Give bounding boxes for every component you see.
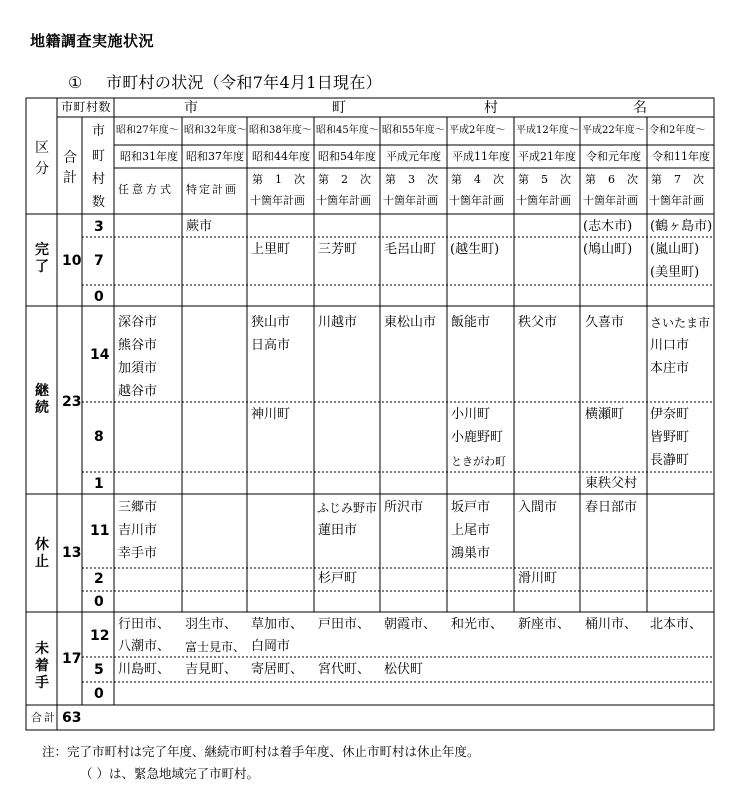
header-char-machi: 町 bbox=[332, 100, 346, 116]
row-count: 14 bbox=[90, 347, 110, 363]
municipality-cell: 所沢市 bbox=[384, 500, 424, 515]
plan-name: 第5次 bbox=[518, 173, 583, 186]
section-number: ① bbox=[68, 73, 83, 92]
subtitle-text: 市町村の状況（令和7年4月1日現在） bbox=[106, 73, 382, 92]
municipality-cell: 飯能市 bbox=[451, 315, 491, 330]
municipality-cell: 深谷市 bbox=[118, 315, 158, 330]
row-count: 8 bbox=[94, 429, 104, 445]
municipality-cell: 加須市 bbox=[118, 361, 158, 376]
header-char-shi: 市 bbox=[184, 100, 198, 116]
municipality-cell: 東松山市 bbox=[384, 315, 437, 330]
municipality-cell: 幸手市 bbox=[118, 546, 158, 561]
municipality-cell: 羽生市、 bbox=[185, 617, 238, 632]
municipality-cell: 上尾市 bbox=[451, 523, 491, 538]
municipality-cell: 伊奈町 bbox=[650, 407, 690, 422]
row-count: 3 bbox=[94, 219, 104, 235]
row-count: 7 bbox=[94, 253, 104, 269]
municipality-cell: 宮代町、 bbox=[318, 662, 371, 677]
period-from: 昭和32年度～ bbox=[184, 125, 247, 136]
municipality-cell: (鶴ヶ島市) bbox=[650, 219, 713, 234]
period-from: 平成12年度～ bbox=[516, 125, 579, 136]
count-label: 市町村数 bbox=[61, 100, 112, 114]
page-title: 地籍調査実施状況 bbox=[30, 32, 155, 50]
row-count: 11 bbox=[90, 523, 110, 539]
plan-decade: 十箇年計画 bbox=[316, 194, 371, 207]
period-from: 昭和38年度～ bbox=[249, 125, 312, 136]
plan-name: 第1次 bbox=[252, 173, 317, 186]
period-to: 平成11年度 bbox=[452, 150, 510, 163]
municipality-cell: 八潮市、 bbox=[118, 639, 171, 654]
section-label-kanryo: 完了 bbox=[35, 242, 49, 275]
municipality-cell: 戸田市、 bbox=[318, 617, 371, 632]
row-count: 1 bbox=[94, 476, 104, 492]
municipality-cell: 狭山市 bbox=[251, 315, 291, 330]
municipality-cell: 熊谷市 bbox=[118, 338, 158, 353]
plan-name: 任意方式 bbox=[118, 183, 174, 196]
period-to: 昭和37年度 bbox=[186, 150, 244, 163]
row-count: 2 bbox=[94, 571, 104, 587]
municipality-cell: 久喜市 bbox=[585, 315, 625, 330]
grand-total-value: 63 bbox=[62, 710, 82, 726]
municipality-cell: 越谷市 bbox=[118, 384, 158, 399]
row-count: 0 bbox=[94, 289, 104, 305]
period-from: 昭和55年度～ bbox=[382, 125, 445, 136]
municipality-cell: (鳩山町) bbox=[583, 242, 633, 257]
section-label-kyushi: 休止 bbox=[35, 537, 49, 570]
municipality-cell: さいたま市 bbox=[650, 316, 711, 330]
plan-name: 第3次 bbox=[385, 173, 450, 186]
row-count: 12 bbox=[90, 628, 110, 644]
municipality-cell: 川島町、 bbox=[118, 662, 171, 677]
period-from: 令和2年度～ bbox=[649, 125, 706, 136]
plan-decade: 十箇年計画 bbox=[583, 194, 638, 207]
plan-decade: 十箇年計画 bbox=[250, 194, 305, 207]
footnote-2: （ ）は、緊急地域完了市町村。 bbox=[80, 766, 259, 781]
municipality-cell: 蕨市 bbox=[186, 219, 213, 234]
municipality-cell: ときがわ町 bbox=[451, 455, 506, 468]
category-char-2: 分 bbox=[35, 161, 49, 177]
city-count-char-4: 数 bbox=[92, 195, 106, 210]
plan-decade: 十箇年計画 bbox=[449, 194, 504, 207]
section-total: 10 bbox=[62, 253, 82, 269]
municipality-cell: 毛呂山町 bbox=[384, 242, 437, 257]
row-count: 5 bbox=[94, 662, 104, 678]
header-char-mei: 名 bbox=[633, 100, 647, 116]
section-total: 23 bbox=[62, 394, 82, 410]
header-char-mura: 村 bbox=[484, 100, 498, 116]
municipality-cell: 草加市、 bbox=[251, 617, 304, 632]
municipality-cell: 小川町 bbox=[451, 407, 491, 422]
municipality-cell: 日高市 bbox=[251, 338, 291, 353]
plan-decade: 十箇年計画 bbox=[516, 194, 571, 207]
plan-name: 第7次 bbox=[651, 173, 716, 186]
municipality-cell: (嵐山町) bbox=[650, 242, 700, 257]
municipality-cell: 坂戸市 bbox=[451, 500, 491, 515]
plan-name: 特定計画 bbox=[186, 183, 238, 196]
municipality-cell: 杉戸町 bbox=[318, 571, 358, 586]
municipality-cell: 桶川市、 bbox=[585, 617, 638, 632]
period-to: 平成21年度 bbox=[518, 150, 576, 163]
row-count: 0 bbox=[94, 686, 104, 702]
period-from: 昭和27年度～ bbox=[116, 125, 179, 136]
municipality-cell: 秩父市 bbox=[518, 315, 558, 330]
section-total: 17 bbox=[62, 651, 82, 667]
municipality-cell: ふじみ野市 bbox=[317, 501, 378, 515]
municipality-cell: 新座市、 bbox=[518, 617, 571, 632]
municipality-cell: 春日部市 bbox=[585, 500, 638, 515]
footnote-1: 注：完了市町村は完了年度、継続市町村は着手年度、休止市町村は休止年度。 bbox=[42, 744, 480, 759]
municipality-cell: 三郷市 bbox=[118, 500, 158, 515]
plan-name: 第2次 bbox=[318, 173, 383, 186]
period-from: 昭和45年度～ bbox=[316, 125, 379, 136]
city-count-char-1: 市 bbox=[92, 124, 106, 139]
municipality-cell: 吉見町、 bbox=[185, 662, 238, 677]
municipality-cell: 松伏町 bbox=[384, 662, 424, 677]
municipality-cell: 皆野町 bbox=[650, 430, 690, 445]
plan-decade: 十箇年計画 bbox=[383, 194, 438, 207]
period-from: 平成2年度～ bbox=[449, 125, 506, 136]
municipality-cell: 白岡市 bbox=[251, 639, 291, 654]
plan-name: 第6次 bbox=[585, 173, 650, 186]
municipality-cell: 入間市 bbox=[518, 500, 558, 515]
municipality-cell: (越生町) bbox=[450, 242, 500, 257]
period-to: 昭和44年度 bbox=[252, 150, 310, 163]
municipality-cell: 行田市、 bbox=[118, 617, 171, 632]
period-to: 令和11年度 bbox=[652, 150, 710, 163]
period-to: 昭和54年度 bbox=[318, 150, 376, 163]
municipality-cell: 三芳町 bbox=[318, 242, 358, 257]
plan-decade: 十箇年計画 bbox=[649, 194, 704, 207]
total-char-1: 合 bbox=[63, 150, 77, 166]
municipality-cell: 長瀞町 bbox=[650, 453, 690, 468]
section-total: 13 bbox=[62, 545, 82, 561]
municipality-cell: 寄居町、 bbox=[251, 662, 304, 677]
total-char-2: 計 bbox=[63, 170, 77, 186]
municipality-cell: (志木市) bbox=[583, 219, 633, 234]
municipality-cell: 上里町 bbox=[251, 242, 291, 257]
municipality-cell: 和光市、 bbox=[451, 617, 504, 632]
grand-total-label: 合計 bbox=[31, 711, 57, 724]
municipality-cell: 滑川町 bbox=[518, 571, 558, 586]
section-label-michakushu: 未着手 bbox=[35, 641, 49, 691]
row-count: 0 bbox=[94, 594, 104, 610]
municipality-cell: 富士見市、 bbox=[185, 640, 246, 654]
municipality-cell: 神川町 bbox=[251, 407, 291, 422]
plan-name: 第4次 bbox=[451, 173, 516, 186]
category-char-1: 区 bbox=[35, 140, 49, 156]
period-to: 平成元年度 bbox=[386, 150, 441, 163]
municipality-cell: (美里町) bbox=[650, 265, 700, 280]
period-to: 昭和31年度 bbox=[120, 150, 178, 163]
municipality-cell: 東秩父村 bbox=[585, 476, 638, 491]
municipality-cell: 横瀬町 bbox=[585, 407, 625, 422]
city-count-char-3: 村 bbox=[92, 172, 106, 187]
city-count-char-2: 町 bbox=[92, 149, 106, 164]
municipality-cell: 本庄市 bbox=[650, 361, 690, 376]
municipality-cell: 小鹿野町 bbox=[451, 430, 504, 445]
section-label-keizoku: 継続 bbox=[35, 383, 49, 416]
municipality-cell: 蓮田市 bbox=[318, 523, 358, 538]
municipality-cell: 朝霞市、 bbox=[384, 617, 437, 632]
municipality-cell: 川越市 bbox=[318, 315, 358, 330]
municipality-cell: 吉川市 bbox=[118, 523, 158, 538]
municipality-cell: 鴻巣市 bbox=[451, 546, 491, 561]
period-to: 令和元年度 bbox=[586, 150, 641, 163]
period-from: 平成22年度～ bbox=[582, 125, 645, 136]
municipality-cell: 川口市 bbox=[650, 338, 690, 353]
municipality-cell: 北本市、 bbox=[650, 617, 703, 632]
